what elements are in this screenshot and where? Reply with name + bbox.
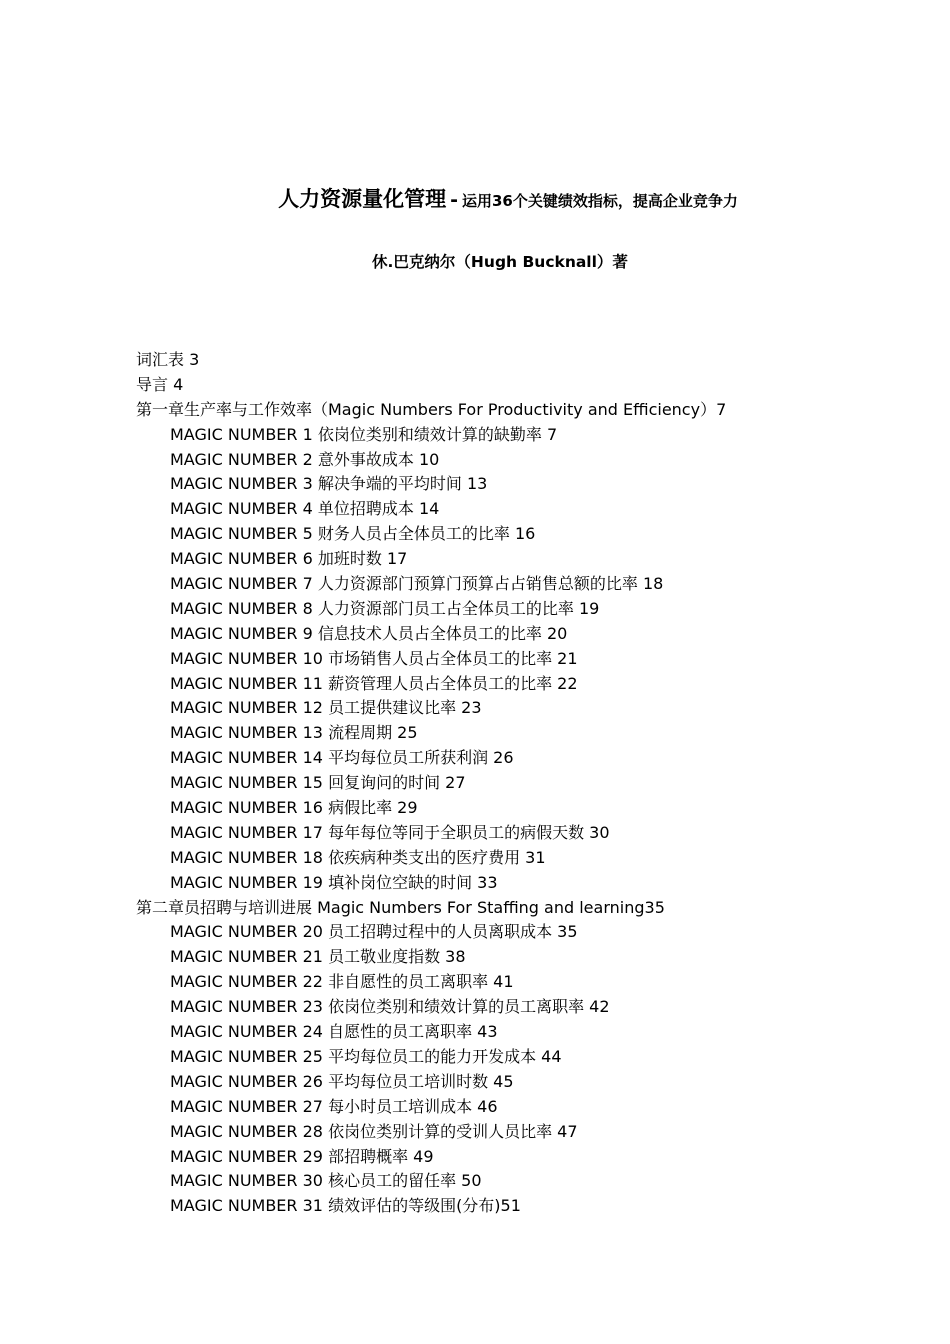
table-of-contents [136, 348, 726, 1219]
title-main: 人力资源量化管理 [278, 187, 447, 211]
toc-entry-section[interactable]: MAGIC NUMBER 25 平均每位员工的能力开发成本 44 [170, 1046, 562, 1066]
toc-entry-section[interactable]: MAGIC NUMBER 14 平均每位员工所获利润 26 [170, 748, 514, 768]
toc-entry-chapter[interactable]: 第一章生产率与工作效率（Magic Numbers For Productivity and Efficiency）7 [136, 399, 727, 419]
toc-entry-section[interactable]: MAGIC NUMBER 20 员工招聘过程中的人员离职成本 35 [170, 922, 578, 942]
title-subtitle: 运用36个关键绩效指标，提高企业竞争力 [462, 192, 738, 210]
toc-entry-section[interactable]: MAGIC NUMBER 16 病假比率 29 [170, 798, 418, 818]
toc-entry-section[interactable]: MAGIC NUMBER 10 市场销售人员占全体员工的比率 21 [170, 648, 578, 668]
toc-entry-section[interactable]: MAGIC NUMBER 4 单位招聘成本 14 [170, 499, 440, 519]
toc-entry-section[interactable]: MAGIC NUMBER 3 解决争端的平均时间 13 [170, 474, 488, 494]
toc-entry-section[interactable]: MAGIC NUMBER 1 依岗位类别和绩效计算的缺勤率 7 [170, 424, 558, 444]
toc-entry-section[interactable]: MAGIC NUMBER 29 部招聘概率 49 [170, 1146, 434, 1166]
toc-entry-section[interactable]: MAGIC NUMBER 11 薪资管理人员占全体员工的比率 22 [170, 673, 578, 693]
toc-entry-section[interactable]: MAGIC NUMBER 27 每小时员工培训成本 46 [170, 1096, 498, 1116]
toc-entry-section[interactable]: MAGIC NUMBER 9 信息技术人员占全体员工的比率 20 [170, 623, 568, 643]
toc-entry-chapter[interactable]: 第二章员招聘与培训进展 Magic Numbers For Staffing and learning35 [136, 897, 665, 917]
toc-entry-section[interactable]: MAGIC NUMBER 7 人力资源部门预算门预算占占销售总额的比率 18 [170, 574, 664, 594]
toc-entry-section[interactable]: MAGIC NUMBER 24 自愿性的员工离职率 43 [170, 1022, 498, 1042]
toc-entry-section[interactable]: MAGIC NUMBER 21 员工敬业度指数 38 [170, 947, 466, 967]
toc-entry-section[interactable]: MAGIC NUMBER 2 意外事故成本 10 [170, 449, 440, 469]
toc-entry-section[interactable]: MAGIC NUMBER 30 核心员工的留任率 50 [170, 1171, 482, 1191]
toc-entry-section[interactable]: MAGIC NUMBER 5 财务人员占全体员工的比率 16 [170, 524, 536, 544]
toc-entry-section[interactable]: MAGIC NUMBER 28 依岗位类别计算的受训人员比率 47 [170, 1121, 578, 1141]
document-title [0, 183, 950, 213]
toc-entry-section[interactable]: MAGIC NUMBER 31 绩效评估的等级围(分布)51 [170, 1196, 521, 1216]
toc-entry-section[interactable]: MAGIC NUMBER 19 填补岗位空缺的时间 33 [170, 872, 498, 892]
toc-entry-chapter[interactable]: 词汇表 3 [136, 350, 200, 369]
toc-entry-section[interactable]: MAGIC NUMBER 26 平均每位员工培训时数 45 [170, 1071, 514, 1091]
toc-entry-section[interactable]: MAGIC NUMBER 13 流程周期 25 [170, 723, 418, 743]
toc-entry-section[interactable]: MAGIC NUMBER 12 员工提供建议比率 23 [170, 698, 482, 718]
toc-entry-section[interactable]: MAGIC NUMBER 23 依岗位类别和绩效计算的员工离职率 42 [170, 997, 610, 1017]
toc-entry-section[interactable]: MAGIC NUMBER 17 每年每位等同于全职员工的病假天数 30 [170, 822, 610, 842]
title-separator: - [450, 189, 458, 211]
toc-entry-section[interactable]: MAGIC NUMBER 8 人力资源部门员工占全体员工的比率 19 [170, 598, 600, 618]
toc-entry-section[interactable]: MAGIC NUMBER 18 依疾病种类支出的医疗费用 31 [170, 847, 546, 867]
toc-entry-section[interactable]: MAGIC NUMBER 22 非自愿性的员工离职率 41 [170, 972, 514, 992]
document-author: 休.巴克纳尔（Hugh Bucknall）著 [372, 253, 628, 271]
toc-entry-section[interactable]: MAGIC NUMBER 15 回复询问的时间 27 [170, 773, 466, 793]
toc-entry-chapter[interactable]: 导言 4 [136, 374, 184, 394]
toc-entry-section[interactable]: MAGIC NUMBER 6 加班时数 17 [170, 549, 408, 569]
